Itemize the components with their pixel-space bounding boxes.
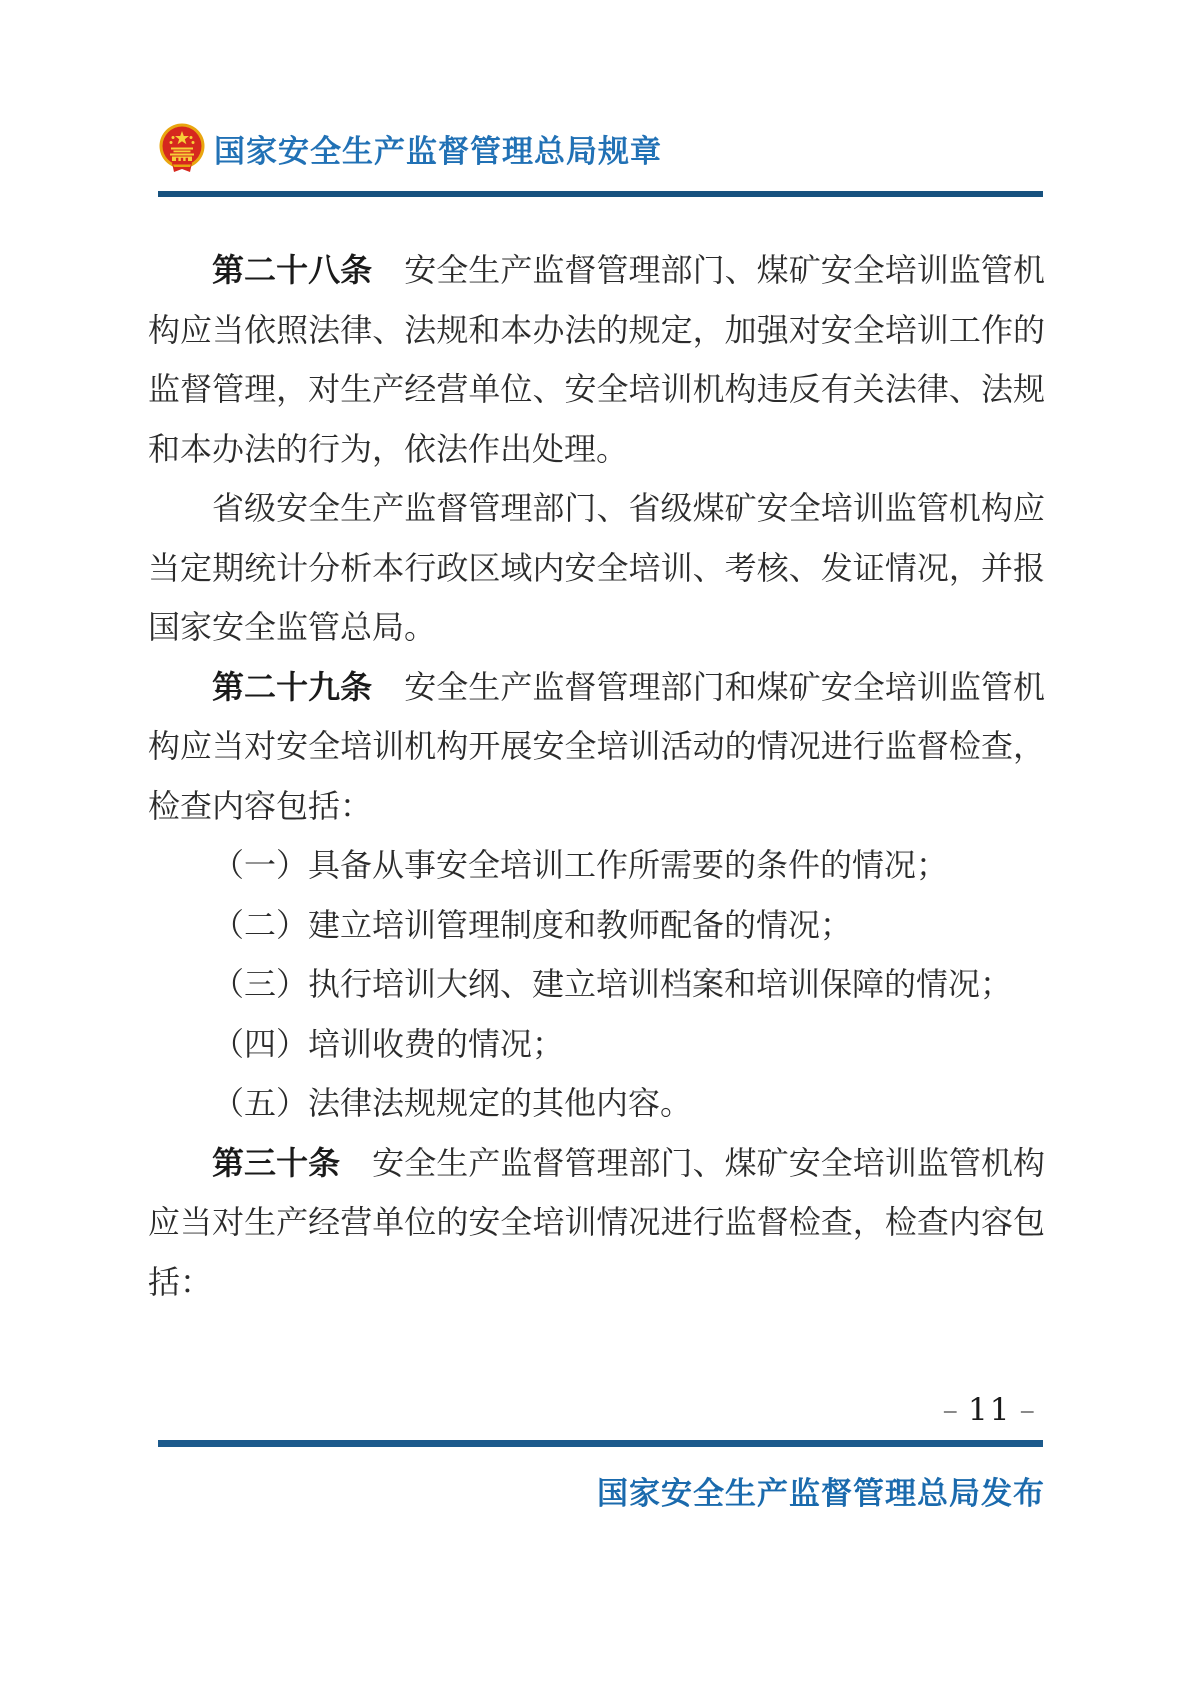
list-item-4 xyxy=(148,1015,1045,1075)
paragraph-text: （二）建立培训管理制度和教师配备的情况； xyxy=(212,906,853,943)
article-number: 第三十条 xyxy=(212,1144,341,1181)
header-divider xyxy=(158,191,1043,197)
list-item-3 xyxy=(148,955,1045,1015)
paragraph-article-30 xyxy=(148,1134,1045,1313)
footer-divider xyxy=(158,1440,1043,1447)
paragraph-text: （三）执行培训大纲、建立培训档案和培训保障的情况； xyxy=(212,966,1013,1002)
article-number: 第二十八条 xyxy=(212,252,373,288)
list-item-1 xyxy=(148,836,1045,896)
page-title: 国家安全生产监督管理总局规章 xyxy=(214,133,662,169)
paragraph-article-28 xyxy=(148,241,1045,479)
paragraph xyxy=(148,479,1045,658)
page-number-value: 11 xyxy=(968,1392,1012,1428)
footer-publisher: 国家安全生产监督管理总局发布 xyxy=(597,1476,1045,1511)
paragraph-text: （五）法律法规规定的其他内容。 xyxy=(212,1085,693,1121)
article-number: 第二十九条 xyxy=(212,668,373,705)
page-number-dash-left: – xyxy=(942,1392,961,1428)
list-item-5 xyxy=(148,1074,1045,1134)
list-item-2 xyxy=(148,896,1045,956)
page-number xyxy=(935,1392,1045,1428)
page-number-dash-right: – xyxy=(1019,1392,1037,1428)
paragraph-text: （四）培训收费的情况； xyxy=(212,1025,565,1062)
paragraph-article-29 xyxy=(148,658,1045,837)
paragraph-text: 安全生产监督管理部门和煤矿安全培训监管机构应当对安全培训机构开展安全培训活动的情况进行监督检查，检查内容包括： xyxy=(148,668,1045,824)
paragraph-text: 安全生产监督管理部门、煤矿安全培训监管机构应当对生产经营单位的安全培训情况进行监督检查，检查内容包括： xyxy=(148,1144,1045,1300)
document-body xyxy=(148,241,1045,1312)
paragraph-text: 省级安全生产监督管理部门、省级煤矿安全培训监管机构应当定期统计分析本行政区域内安全培训、考核、发证情况，并报国家安全监管总局。 xyxy=(148,490,1045,645)
page-header xyxy=(158,122,1048,174)
paragraph-text: （一）具备从事安全培训工作所需要的条件的情况； xyxy=(212,847,949,883)
paragraph-text: 安全生产监督管理部门、煤矿安全培训监管机构应当依照法律、法规和本办法的规定，加强对安全培训工作的监督管理，对生产经营单位、安全培训机构违反有关法律、法规和本办法的行为，依法作出处理。 xyxy=(148,252,1045,467)
national-emblem-icon xyxy=(158,123,206,173)
